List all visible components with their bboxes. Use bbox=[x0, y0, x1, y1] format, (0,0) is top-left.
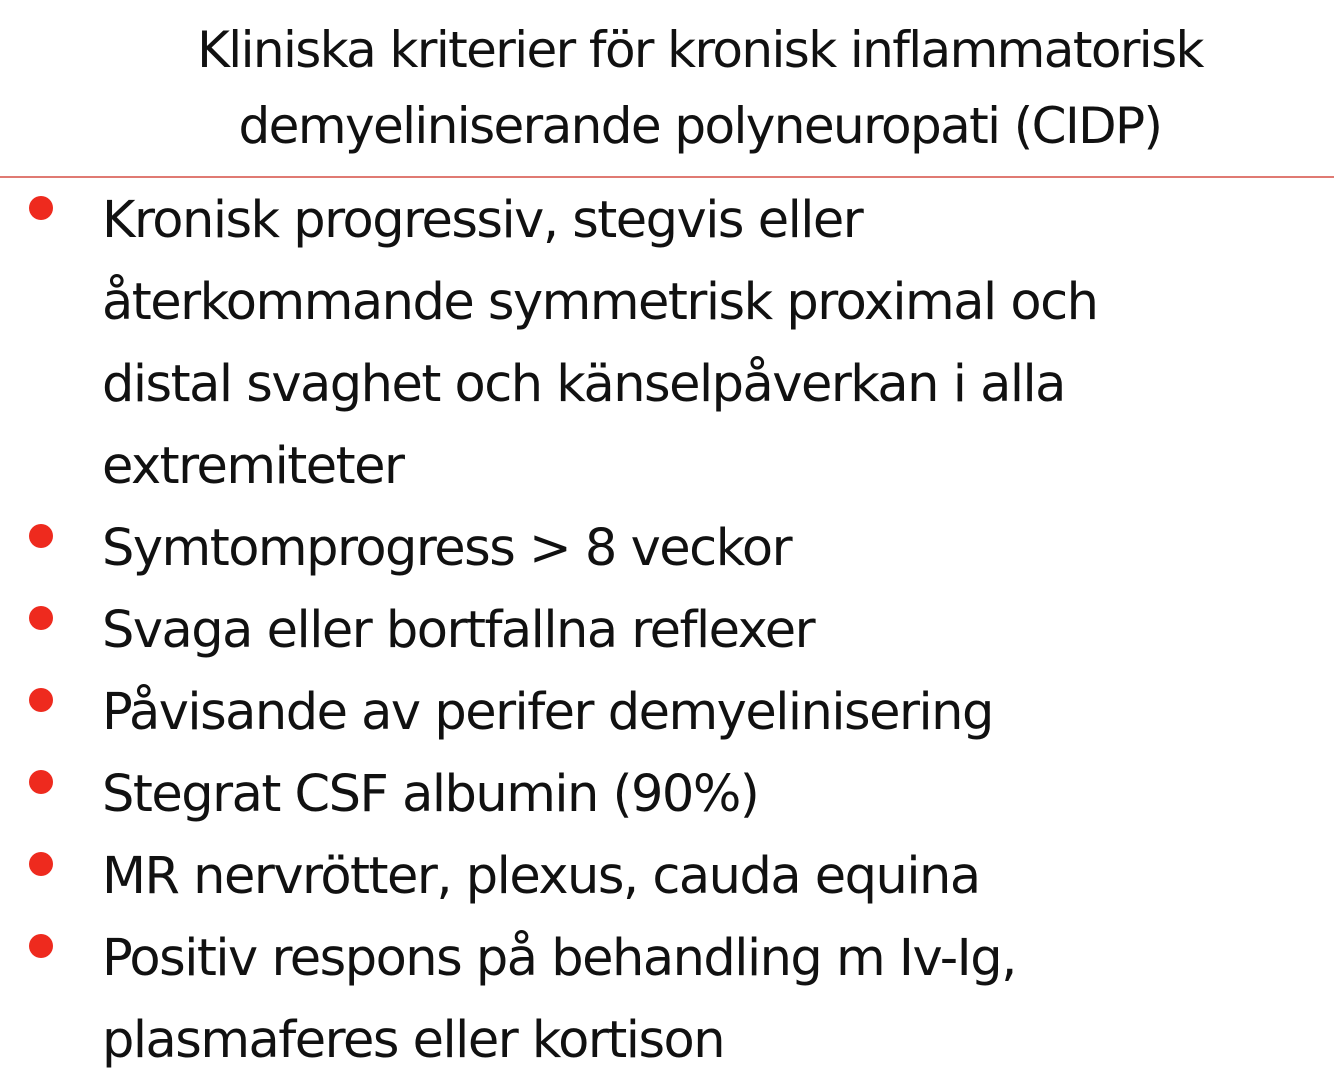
slide-title-line: Kliniska kriterier för kronisk inflammatorisk bbox=[197, 21, 1203, 79]
criteria-item bbox=[0, 508, 1334, 590]
criteria-item bbox=[0, 836, 1334, 918]
criteria-item bbox=[0, 918, 1334, 1082]
criteria-text-line: Svaga eller bortfallna reflexer bbox=[102, 601, 815, 660]
criteria-text-line: plasmaferes eller kortison bbox=[102, 1011, 725, 1070]
criteria-item bbox=[0, 754, 1334, 836]
criteria-text-line: Positiv respons på behandling m Iv-Ig, bbox=[102, 929, 1016, 988]
slide-title bbox=[60, 12, 1334, 164]
bullet-dot-icon bbox=[29, 934, 53, 958]
bullet-dot-icon bbox=[29, 688, 53, 712]
criteria-text-line: Stegrat CSF albumin (90%) bbox=[102, 765, 759, 824]
title-divider bbox=[0, 176, 1334, 178]
criteria-text-line: Symtomprogress > 8 veckor bbox=[102, 519, 792, 578]
criteria-text-line: MR nervrötter, plexus, cauda equina bbox=[102, 847, 980, 906]
slide-title-line: demyeliniserande polyneuropati (CIDP) bbox=[238, 97, 1162, 155]
bullet-dot-icon bbox=[29, 852, 53, 876]
bullet-dot-icon bbox=[29, 524, 53, 548]
criteria-item bbox=[0, 672, 1334, 754]
criteria-text-line: återkommande symmetrisk proximal och bbox=[102, 273, 1098, 332]
criteria-item bbox=[0, 180, 1334, 508]
criteria-text-line: extremiteter bbox=[102, 437, 404, 496]
criteria-text-line: Påvisande av perifer demyelinisering bbox=[102, 683, 993, 742]
bullet-dot-icon bbox=[29, 196, 53, 220]
criteria-text-line: distal svaghet och känselpåverkan i alla bbox=[102, 355, 1065, 414]
bullet-dot-icon bbox=[29, 606, 53, 630]
criteria-text-line: Kronisk progressiv, stegvis eller bbox=[102, 191, 863, 250]
criteria-list bbox=[0, 180, 1334, 1082]
bullet-dot-icon bbox=[29, 770, 53, 794]
criteria-item bbox=[0, 590, 1334, 672]
